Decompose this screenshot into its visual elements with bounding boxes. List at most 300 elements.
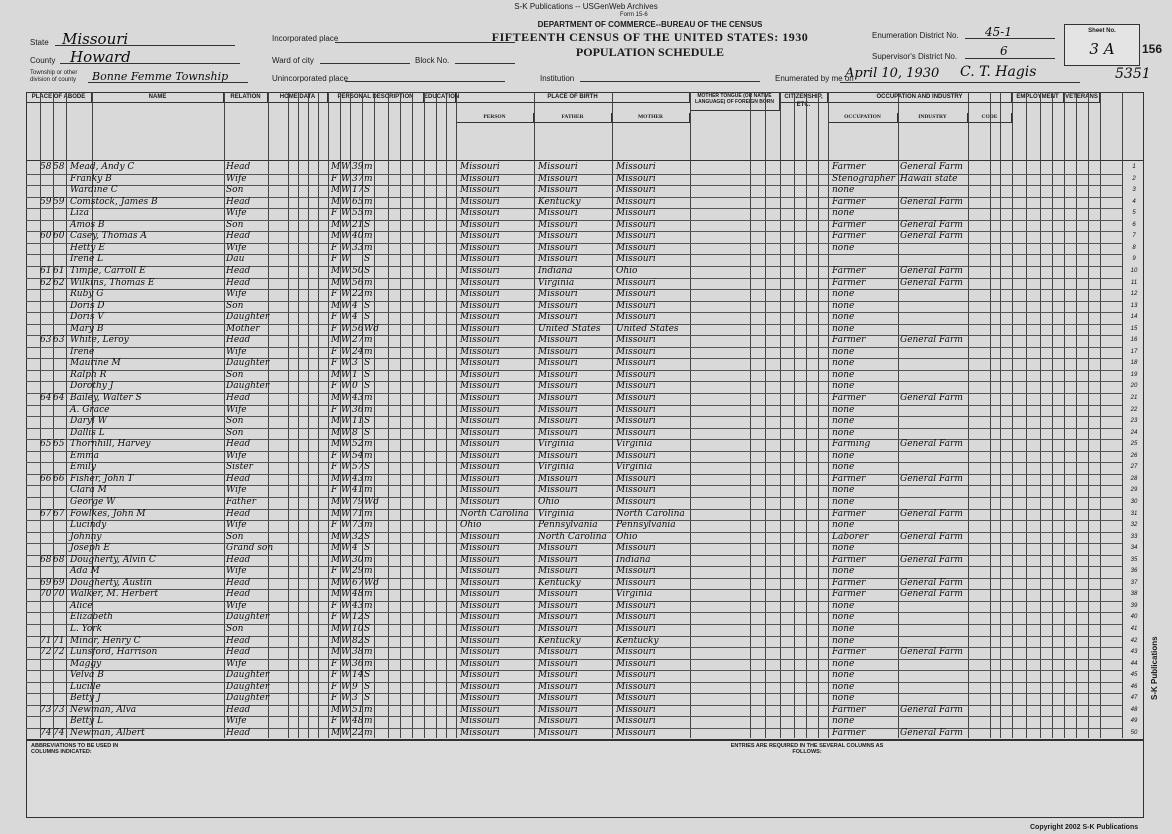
cell-rel: Wife [226,404,247,415]
cell-ms: m [364,589,373,600]
cell-sex: M [331,543,341,554]
cell-name: Emily [70,462,96,473]
cell-ms: S [364,416,371,427]
cell-ms: m [364,277,373,288]
cell-race: W [341,462,351,473]
cell-rel: Head [226,508,251,519]
cell-name: Lunsford, Harrison [70,647,158,658]
cell-occ: none [832,716,855,727]
cell-fb: Missouri [538,358,578,369]
cell-ind: General Farm [900,647,963,658]
row-number: 15 [1130,325,1138,332]
cell-age: 39 [352,162,364,172]
cell-ms: S [364,219,371,230]
cell-sex: F [331,716,338,727]
cell-fb: Missouri [538,346,578,357]
cell-name: L. York [70,624,103,634]
cell-pb: Ohio [460,520,482,531]
group-occupation: OCCUPATION AND INDUSTRY [828,93,1012,103]
cell-rel: Head [226,231,251,242]
cell-name: Hetty E [70,242,105,253]
cell-rel: Head [226,577,251,588]
cell-rel: Wife [226,520,247,531]
row-number: 2 [1132,175,1136,182]
cell-occ: none [832,358,855,369]
cell-sex: F [331,600,338,611]
cell-race: W [341,600,351,611]
cell-race: W [341,566,351,577]
supervisor-label: Supervisor's District No. [872,52,958,61]
cell-sex: F [331,462,338,473]
cell-fb: Kentucky [538,577,581,588]
cell-race: W [341,219,351,230]
cell-ind: General Farm [900,577,963,588]
cell-pb: Missouri [460,254,500,265]
cell-ind: General Farm [900,219,963,230]
cell-age: 27 [352,335,364,346]
cell-dw: 65 [40,439,52,450]
cell-ind: General Farm [900,277,963,288]
cell-age: 22 [352,289,364,300]
cell-race: W [341,589,351,600]
cell-name: Betty J [70,693,101,704]
cell-occ: none [832,543,855,554]
group-name: NAME [92,93,224,103]
cell-fb: North Carolina [538,531,607,542]
cell-sex: M [331,704,341,715]
cell-occ: none [832,416,855,427]
cell-sex: F [331,323,338,334]
cell-ind: General Farm [900,265,963,276]
cell-fb: Missouri [538,208,578,219]
cell-sex: M [331,635,341,646]
cell-sex: M [331,439,341,450]
cell-fam: 68 [53,554,65,565]
cell-occ: none [832,693,855,704]
cell-age: 55 [352,208,364,219]
cell-occ: none [832,450,855,461]
cell-sex: F [331,520,338,531]
enumerated-label: Enumerated by me on [775,74,854,83]
cell-rel: Daughter [226,670,270,681]
cell-age: 11 [352,416,364,427]
row-number: 36 [1130,568,1138,575]
cell-rel: Head [226,393,251,403]
row-number: 13 [1130,302,1138,309]
row-number: 8 [1132,244,1136,251]
row-number: 10 [1130,267,1138,274]
cell-mb: Missouri [616,358,656,369]
row-number: 41 [1130,626,1138,632]
birth-father-header: FATHER [534,113,612,123]
cell-age: 73 [352,520,364,531]
cell-fb: Missouri [538,219,578,230]
schedule-title: POPULATION SCHEDULE [575,45,725,59]
cell-race: W [341,358,351,369]
county-value: Howard [70,48,131,66]
row-number: 25 [1130,441,1138,448]
cell-name: Comstock, James B [70,196,158,207]
cell-ms: S [364,427,371,438]
institution-label: Institution [540,74,575,83]
cell-mb: Missouri [616,496,656,507]
county-label: County [30,56,56,65]
cell-race: W [341,185,351,196]
cell-rel: Head [226,162,251,172]
cell-race: W [341,508,351,519]
cell-race: W [341,635,351,646]
cell-fb: Missouri [538,242,578,253]
cell-ms: S [364,612,371,623]
row-number: 43 [1130,649,1138,656]
enumerated-date: April 10, 1930 [845,66,940,81]
cell-occ: none [832,312,855,323]
cell-mb: Missouri [616,289,656,300]
cell-pb: Missouri [460,577,500,588]
table-row [26,727,1138,741]
cell-rel: Head [226,473,251,484]
cell-age: 40 [352,231,364,242]
group-employment: EMPLOYMENT [1012,93,1064,103]
cell-race: W [341,416,351,427]
cell-ind: General Farm [900,589,963,600]
row-number: 4 [1132,198,1136,205]
cell-mb: Kentucky [616,635,659,646]
cell-rel: Daughter [226,312,270,323]
cell-name: Alice [70,600,93,611]
cell-mb: Missouri [616,727,656,738]
publisher-line: S-K Publications -- USGenWeb Archives [514,2,658,11]
cell-rel: Wife [226,600,247,611]
cell-name: Emma [70,450,100,461]
cell-occ: none [832,462,855,473]
occupation-header: OCCUPATION [828,113,898,123]
cell-ms: m [364,208,373,219]
copyright: Copyright 2002 S-K Publications [1030,824,1139,831]
row-number: 45 [1130,672,1138,679]
cell-fb: Missouri [538,554,578,565]
cell-mb: Missouri [616,404,656,415]
cell-sex: M [331,369,341,380]
cell-pb: Missouri [460,196,500,207]
cell-fb: Missouri [538,543,578,554]
cell-rel: Wife [226,566,247,577]
cell-fam: 73 [53,704,65,715]
cell-occ: Farmer [832,335,866,346]
cell-name: Casey, Thomas A [70,231,147,242]
group-home-data: HOME DATA [268,93,328,103]
group-relation: RELATION [224,93,268,103]
cell-name: Wardine C [70,185,118,196]
cell-mb: Missouri [616,335,656,346]
cell-pb: Missouri [460,658,500,669]
cell-rel: Wife [226,242,247,253]
cell-dw: 59 [40,196,52,207]
group-place-of-abode: PLACE OF ABODE [26,93,92,103]
cell-race: W [341,693,351,704]
cell-pb: Missouri [460,727,500,738]
cell-rel: Wife [226,289,247,300]
cell-sex: M [331,727,341,738]
cell-race: W [341,323,351,334]
row-number: 7 [1132,233,1136,240]
cell-ms: S [364,462,371,473]
cell-rel: Head [226,439,251,450]
cell-sex: M [331,427,341,438]
cell-name: Joseph E [70,543,110,554]
cell-race: W [341,369,351,380]
cell-name: Doris V [70,312,104,323]
industry-header: INDUSTRY [898,113,968,123]
cell-fam: 65 [53,439,65,450]
cell-fb: Missouri [538,312,578,323]
cell-occ: none [832,404,855,415]
cell-ms: m [364,242,373,253]
cell-fb: Missouri [538,589,578,600]
cell-mb: Missouri [616,647,656,658]
group-place-of-birth: PLACE OF BIRTH [456,93,690,103]
row-number: 22 [1130,406,1138,413]
cell-pb: Missouri [460,335,500,346]
cell-age: 56 [352,323,364,334]
row-number: 29 [1130,487,1138,494]
cell-age: 54 [352,450,364,461]
cell-sex: M [331,416,341,427]
block-label: Block No. [415,56,450,65]
cell-ind: General Farm [900,393,963,403]
cell-occ: none [832,369,855,380]
cell-occ: none [832,323,855,334]
row-number: 9 [1132,256,1136,263]
cell-pb: Missouri [460,265,500,276]
cell-race: W [341,231,351,242]
cell-pb: Missouri [460,277,500,288]
cell-rel: Daughter [226,681,270,692]
row-number: 44 [1130,660,1138,667]
cell-mb: Missouri [616,381,656,392]
enum-district-label: Enumeration District No. [872,31,959,40]
cell-fb: Virginia [538,462,575,473]
cell-ms: S [364,369,371,380]
cell-name: Liza [70,208,89,219]
cell-ms: S [364,543,371,554]
cell-pb: Missouri [460,485,500,496]
cell-race: W [341,624,351,634]
cell-rel: Father [226,496,257,507]
cell-mb: United States [616,323,679,334]
cell-age: 22 [352,727,364,738]
cell-pb: Missouri [460,404,500,415]
cell-pb: Missouri [460,439,500,450]
cell-occ: none [832,496,855,507]
cell-name: Wilkins, Thomas E [70,277,155,288]
cell-age: 17 [352,185,364,196]
cell-ms: m [364,485,373,496]
cell-dw: 68 [40,554,52,565]
cell-occ: Farmer [832,554,866,565]
row-number: 12 [1130,291,1138,298]
row-number: 49 [1130,718,1138,725]
row-number: 27 [1130,464,1138,471]
row-number: 35 [1130,556,1138,563]
cell-mb: Ohio [616,265,638,276]
cell-ind: Hawaii state [900,173,958,184]
cell-rel: Head [226,335,251,346]
department-line: DEPARTMENT OF COMMERCE--BUREAU OF THE CENSUS [537,20,763,29]
cell-race: W [341,173,351,184]
row-number: 34 [1130,545,1138,552]
cell-occ: Farmer [832,277,866,288]
cell-age: 37 [352,173,364,184]
cell-ms: S [364,300,371,311]
cell-ind: General Farm [900,727,963,738]
cell-ind: General Farm [900,704,963,715]
cell-pb: Missouri [460,496,500,507]
cell-occ: Farmer [832,219,866,230]
cell-mb: Missouri [616,485,656,496]
cell-name: White, Leroy [70,335,129,346]
cell-race: W [341,393,351,403]
cell-ms: S [364,254,371,265]
cell-occ: none [832,185,855,196]
cell-fam: 70 [53,589,65,600]
cell-fam: 64 [53,393,65,403]
cell-occ: none [832,242,855,253]
cell-pb: Missouri [460,323,500,334]
cell-name: Dorothy J [70,381,114,392]
cell-age: 43 [352,393,364,403]
cell-pb: Missouri [460,600,500,611]
cell-ms: m [364,173,373,184]
cell-occ: none [832,300,855,311]
cell-age: 82 [352,635,364,646]
cell-sex: M [331,265,341,276]
cell-sex: M [331,393,341,403]
cell-fb: Missouri [538,173,578,184]
cell-age: 12 [352,612,364,623]
cell-name: Dallis L [70,427,105,438]
cell-rel: Daughter [226,693,270,704]
cell-sex: F [331,485,338,496]
row-number: 19 [1130,371,1138,378]
cell-race: W [341,450,351,461]
cell-pb: Missouri [460,704,500,715]
cell-pb: Missouri [460,393,500,403]
row-number: 32 [1130,522,1138,529]
group-mother-tongue: MOTHER TONGUE (OR NATIVE LANGUAGE) OF FOREIGN BORN [690,93,780,111]
cell-race: W [341,346,351,357]
cell-fam: 59 [53,196,65,207]
cell-pb: North Carolina [460,508,529,519]
cell-name: Clara M [70,485,107,496]
township-value: Bonne Femme Township [92,70,229,83]
cell-sex: M [331,473,341,484]
cell-fb: Missouri [538,716,578,727]
cell-dw: 70 [40,589,52,600]
cell-fam: 72 [53,647,65,658]
cell-fb: Kentucky [538,196,581,207]
cell-age: 51 [352,704,364,715]
cell-mb: Missouri [616,416,656,427]
cell-age: 67 [352,577,364,588]
cell-mb: Missouri [616,300,656,311]
cell-race: W [341,520,351,531]
cell-ms: m [364,450,373,461]
cell-mb: Missouri [616,242,656,253]
cell-fb: Missouri [538,393,578,403]
cell-age: 29 [352,566,364,577]
cell-rel: Head [226,265,251,276]
cell-mb: Missouri [616,254,656,265]
cell-rel: Head [226,647,251,658]
cell-pb: Missouri [460,208,500,219]
cell-fb: Missouri [538,727,578,738]
cell-race: W [341,554,351,565]
cell-sex: M [331,647,341,658]
cell-age: 4 [352,543,358,554]
cell-pb: Missouri [460,450,500,461]
row-number: 47 [1130,695,1138,702]
row-number: 50 [1130,729,1138,736]
cell-pb: Missouri [460,381,500,392]
cell-rel: Son [226,624,244,634]
cell-dw: 63 [40,335,52,346]
cell-sex: M [331,277,341,288]
cell-fam: 60 [53,231,65,242]
cell-sex: M [331,624,341,634]
cell-ms: m [364,566,373,577]
cell-race: W [341,485,351,496]
cell-pb: Missouri [460,185,500,196]
cell-ind: General Farm [900,335,963,346]
cell-dw: 58 [40,162,52,172]
cell-sex: M [331,508,341,519]
row-number: 11 [1130,279,1138,286]
cell-fam: 63 [53,335,65,346]
cell-rel: Head [226,277,251,288]
cell-age: 57 [352,462,364,473]
row-number: 39 [1130,602,1138,609]
cell-mb: Missouri [616,231,656,242]
cell-ms: m [364,600,373,611]
cell-occ: Farmer [832,196,866,207]
cell-rel: Wife [226,346,247,357]
cell-name: Irene L [70,254,104,265]
cell-pb: Missouri [460,173,500,184]
cell-pb: Missouri [460,289,500,300]
cell-ms: S [364,381,371,392]
cell-ind: General Farm [900,162,963,172]
cell-ms: m [364,520,373,531]
cell-age: 3 [352,358,358,369]
cell-name: Mary B [70,323,104,334]
cell-fam: 74 [53,727,65,738]
cell-ms: m [364,439,373,450]
cell-pb: Missouri [460,693,500,704]
cell-occ: none [832,635,855,646]
cell-sex: F [331,381,338,392]
cell-ms: m [364,393,373,403]
cell-fb: Missouri [538,254,578,265]
cell-rel: Wife [226,173,247,184]
cell-occ: none [832,612,855,623]
cell-fb: Missouri [538,473,578,484]
cell-fb: Missouri [538,670,578,681]
cell-mb: Missouri [616,670,656,681]
cell-fb: Virginia [538,508,575,519]
cell-ms: m [364,346,373,357]
cell-fb: Missouri [538,335,578,346]
